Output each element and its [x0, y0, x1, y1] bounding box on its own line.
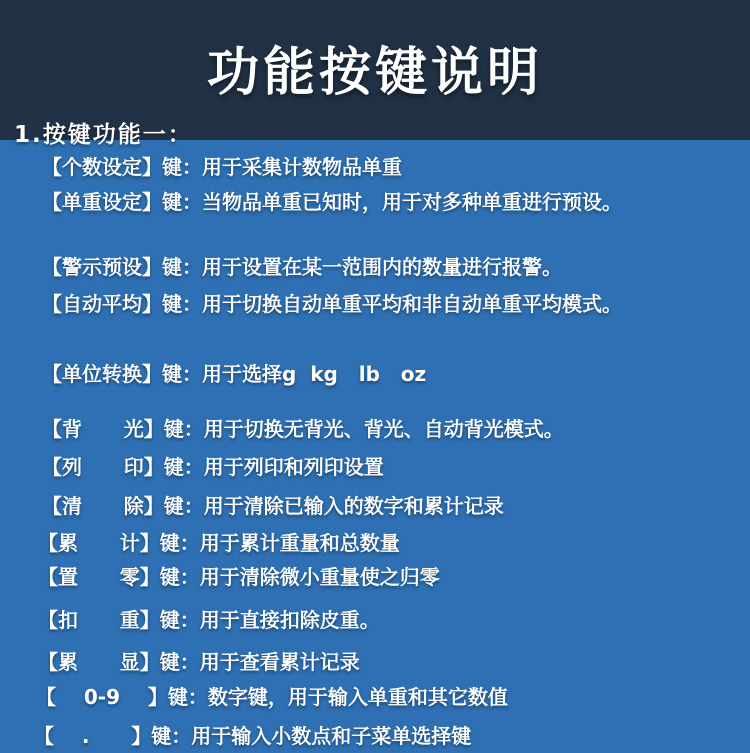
- key-label: 【单重设定】键：: [42, 190, 202, 214]
- key-label: 【列 印】键：: [42, 455, 204, 479]
- key-description: 用于直接扣除皮重。: [199, 608, 380, 632]
- key-row-accumulate: [38, 527, 750, 560]
- key-label: 【累 显】键：: [38, 650, 200, 674]
- key-row-count-setting: [42, 151, 750, 184]
- key-description: 用于查看累计记录: [199, 650, 360, 674]
- key-label: 【单位转换】键：: [42, 362, 202, 386]
- key-description: 用于切换自动单重平均和非自动单重平均模式。: [202, 292, 622, 316]
- key-description: 用于清除微小重量使之归零: [199, 565, 440, 589]
- key-row-digits: [36, 681, 750, 714]
- section-heading: 1.按键功能一：: [14, 122, 193, 148]
- key-row-zero: [38, 561, 750, 594]
- key-label: 【背 光】键：: [42, 417, 204, 441]
- key-label: 【 0-9 】键：: [36, 685, 208, 709]
- key-description: 数字键，用于输入单重和其它数值: [207, 685, 508, 709]
- key-label: 【清 除】键：: [42, 494, 204, 518]
- key-row-auto-average: [42, 288, 750, 321]
- key-description: 用于采集计数物品单重: [202, 155, 402, 179]
- key-row-accumulate-display: [38, 646, 750, 679]
- key-description: 当物品单重已知时，用于对多种单重进行预设。: [202, 190, 622, 214]
- key-row-alarm-preset: [42, 251, 750, 284]
- key-label: 【警示预设】键：: [42, 255, 202, 279]
- key-row-backlight: [42, 413, 750, 446]
- key-label: 【个数设定】键：: [42, 155, 202, 179]
- key-row-decimal-point: [34, 720, 750, 753]
- key-row-unit-weight-setting: [42, 186, 750, 219]
- key-description: 用于累计重量和总数量: [199, 531, 400, 555]
- page-title: 功能按键说明: [206, 43, 543, 103]
- key-row-clear: [42, 490, 750, 523]
- key-label: 【扣 重】键：: [38, 608, 200, 632]
- key-description: 用于输入小数点和子菜单选择键: [191, 724, 472, 748]
- key-label: 【累 计】键：: [38, 531, 200, 555]
- key-description: 用于清除已输入的数字和累计记录: [203, 494, 504, 518]
- key-description: 用于切换无背光、背光、自动背光模式。: [203, 417, 564, 441]
- key-label: 【置 零】键：: [38, 565, 200, 589]
- key-row-print: [42, 451, 750, 484]
- key-description: 用于设置在某一范围内的数量进行报警。: [202, 255, 562, 279]
- key-description: 用于选择g kg lb oz: [202, 362, 427, 386]
- key-label: 【自动平均】键：: [42, 292, 202, 316]
- key-row-unit-conversion: [42, 358, 750, 391]
- key-label: 【 . 】键：: [34, 724, 192, 748]
- key-description: 用于列印和列印设置: [203, 455, 384, 479]
- key-row-tare: [38, 604, 750, 637]
